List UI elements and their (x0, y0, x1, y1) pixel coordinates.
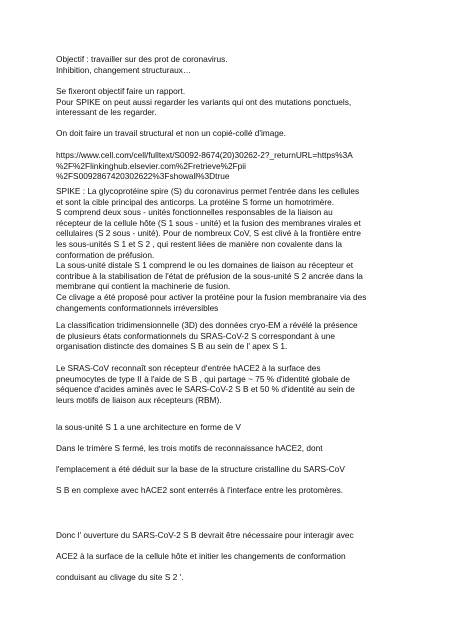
text-line: ACE2 à la surface de la cellule hôte et initier les changements de conformation (56, 551, 346, 561)
text-line: Le SRAS-CoV reconnaît son récepteur d'entrée hACE2 à la surface des (56, 363, 321, 373)
text-line: Se fixeront objectif faire un rapport. (56, 86, 186, 96)
url-line: %2F%2Flinkinghub.elsevier.com%2Fretrieve%2Fpii (56, 160, 246, 171)
architecture-paragraph (56, 417, 436, 501)
conclusion-paragraph (56, 525, 436, 588)
text-line: Ce clivage a été proposé pour activer la protéine pour la fusion membranaire via des (56, 291, 367, 302)
text-line: l'emplacement a été déduit sur la base de la structure cristalline du SARS-CoV (56, 464, 345, 474)
reference-url (56, 150, 436, 182)
text-line: séquence d'acides aminés avec le SARS-CoV-2 S B et 50 % d'identité au sein de (56, 384, 355, 395)
spike-paragraph (56, 186, 436, 313)
text-line: Donc l' ouverture du SARS-CoV-2 S B devrait être nécessaire pour interagir avec (56, 530, 354, 540)
structural-work-paragraph (56, 128, 436, 139)
text-line: Pour SPIKE on peut aussi regarder les variants qui ont des mutations ponctuels, (56, 96, 352, 107)
url-line: %2FS0092867420302622%3Fshowall%3Dtrue (56, 171, 230, 182)
text-line: organisation distincte des domaines S B au sein de l' apex S 1. (56, 341, 288, 352)
text-line: conformation de préfusion. (56, 249, 155, 260)
cryo-em-paragraph (56, 320, 436, 352)
text-line: leurs motifs de liaison aux récepteurs (RBM). (56, 394, 222, 405)
text-line: conduisant au clivage du site S 2 '. (56, 572, 184, 582)
text-line: La classification tridimensionnelle (3D) des données cryo-EM a révélé la présence (56, 320, 358, 330)
objective-paragraph (56, 54, 436, 75)
text-line: On doit faire un travail structural et non un copié-collé d'image. (56, 128, 286, 138)
text-line: membrane qui contient la machinerie de fusion. (56, 281, 231, 292)
text-line: contribue à la stabilisation de l'état de préfusion de la sous-unité S 2 ancrée dans la (56, 270, 363, 281)
hace2-receptor-paragraph (56, 363, 436, 405)
text-line: changements conformationnels irréversibles (56, 302, 219, 313)
text-line: cellulaires (S 2 sous - unité). Pour de nombreux CoV, S est clivé à la frontière entre (56, 228, 361, 239)
text-line: de plusieurs états conformationnels du SRAS-CoV-2 S correspondant à une (56, 330, 336, 341)
text-line: et sont la cible principal des anticorps. La protéine S forme un homotrimère. (56, 196, 335, 207)
text-line: interessant de les regarder. (56, 107, 157, 118)
text-line: Objectif : travailler sur des prot de coronavirus. (56, 54, 228, 64)
text-line: La sous-unité distale S 1 comprend le ou les domaines de liaison au récepteur et (56, 260, 354, 271)
text-line: les sous-unités S 1 et S 2 , qui restent liées de manière non covalente dans la (56, 238, 342, 249)
text-line: Dans le trimère S fermé, les trois motifs de reconnaissance hACE2, dont (56, 443, 323, 453)
text-line: pneumocytes de type II à l'aide de S B , qui partage ~ 75 % d'identité globale de (56, 373, 350, 384)
text-line: S comprend deux sous - unités fonctionnelles responsables de la liaison au (56, 207, 333, 218)
text-line: la sous-unité S 1 a une architecture en forme de V (56, 422, 241, 432)
report-paragraph (56, 86, 436, 118)
text-line: S B en complexe avec hACE2 sont enterrés à l'interface entre les protomères. (56, 485, 344, 495)
text-line: SPIKE : La glycoprotéine spire (S) du coronavirus permet l'entrée dans les cellules (56, 186, 360, 196)
text-line: Inhibition, changement structuraux… (56, 64, 192, 75)
url-line: https://www.cell.com/cell/fulltext/S0092-8674(20)30262-2?_returnURL=https%3A (56, 150, 353, 160)
text-line: récepteur de la cellule hôte (S 1 sous - unité) et la fusion des membranes virales et (56, 217, 361, 228)
